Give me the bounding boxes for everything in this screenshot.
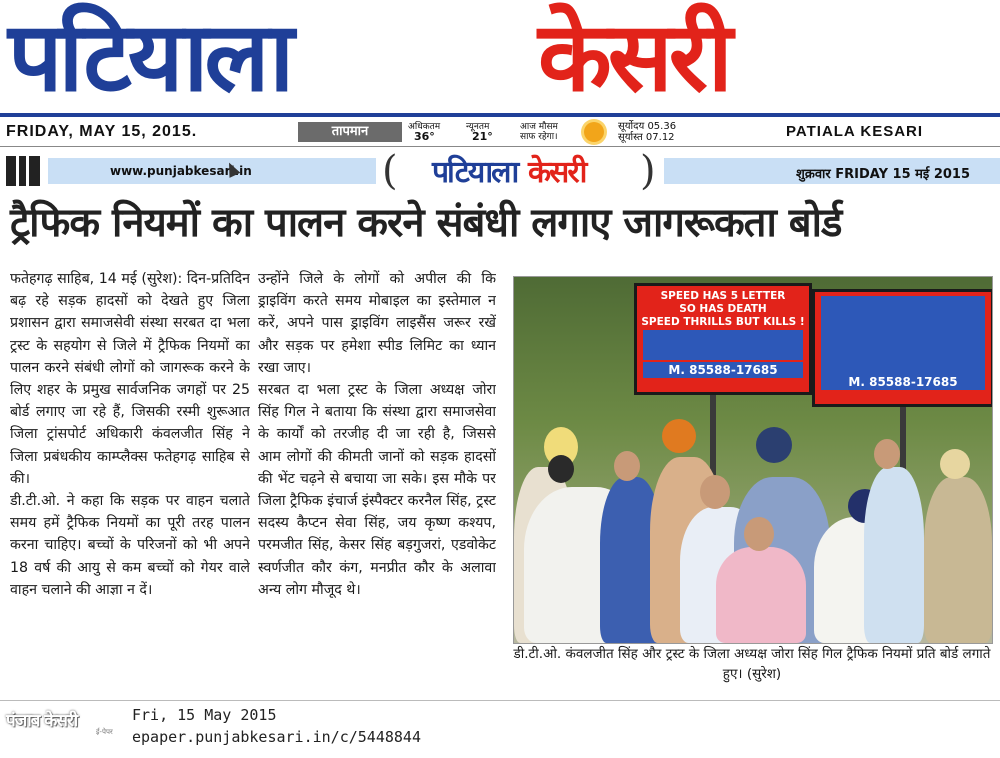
footer-date: Fri, 15 May 2015 [132,706,277,724]
board1-line1: SPEED HAS 5 LETTER [660,290,786,302]
footer-logo-sub: ई-पेपर [96,728,113,736]
board2-phone: M. 85588-17685 [821,374,985,390]
col1-para-1: फतेहगढ़ साहिब, 14 मई (सुरेश): दिन-प्रतिदिन बढ़ रहे सड़क हादसों को देखते हुए जिला प्रशासन द्वारा समाजसेवी संस्था सरबत दा भला ट्रस्ट के सहयोग से जिले में ट्रैफिक नियमों का पालन करने संबंधी लोगों को जागरूक करने के लिए शहर के प्रमुख सार्वजनिक जगहों पर 25 बोर्ड लगाए जा रहे हैं, जिसकी रस्मी शुरूआत जिला ट्रांसपोर्ट अधिकारी कंवलजीत सिंह ने जिला प्रबंधकीय काम्प्लैक्स फतेहगढ़ साहिब से की। [10,271,250,487]
sunrise: सूर्योदय 05.36 [618,121,677,132]
website-link[interactable]: www.punjabkesari.in [110,164,252,178]
article-column-2 [258,268,496,700]
weather-value: साफ रहेगा। [520,132,558,142]
head [700,475,730,509]
article-column-1 [10,268,250,700]
col2-para-1: उन्होंने जिले के लोगों को अपील की कि ड्राइविंग करते समय मोबाइल का इस्तेमाल न करें, अपने पास ड्राइविंग लाइसैंस जरूर रखें और सड़क पर हमेशा स्पीड लिमिट का ध्यान रखा जाए। [258,271,496,376]
article-headline: ट्रैफिक नियमों का पालन करने संबंधी लगाए जागरूकता बोर्ड [10,200,842,246]
person [716,547,806,643]
weather-forecast [520,122,558,142]
max-temp-label: अधिकतम [408,122,441,132]
footer-rule [0,700,1000,701]
min-temp-value: 21° [472,130,493,143]
board1-blue-panel [643,330,803,360]
min-temp-label: न्यूनतम [466,122,490,132]
max-temp [408,122,440,142]
board1-phone: M. 85588-17685 [643,362,803,378]
header-date: शुक्रवार FRIDAY 15 मई 2015 [796,167,971,182]
issue-date: FRIDAY, MAY 15, 2015. [6,123,198,140]
header-bars-icon [6,156,40,186]
masthead-rule [0,113,1000,117]
masthead-title-left: पटियाला [8,0,291,113]
head [614,451,640,481]
col2-para-2: सरबत दा भला ट्रस्ट के जिला अध्यक्ष जोरा सिंह गिल ने बताया कि संस्था द्वारा समाजसेवा के कार्यों को तरजीह दी जा रही है, जिससे आम लोगों की कीमती जानों को सड़क हादसों की भेंट चढ़ने से बचाया जा सके। इस मौके पर जिला ट्रैफिक इंचार्ज इंस्पैक्टर करनैल सिंह, ट्रस्ट सदस्य कैप्टन सेवा सिंह, जय कृष्ण कश्यप, परमजीत सिंह, केसर सिंह बड़गुजरां, एडवोकेट स्वर्णजीत कौर कंग, मनप्रीत कौर के अलावा अन्य लोग मौजूद थे। [258,382,496,598]
sunset: सूर्यास्त 07.12 [618,132,675,143]
temperature-label: तापमान [298,122,402,142]
masthead-title-right: केसरी [538,0,729,113]
beard [548,455,574,483]
head [874,439,900,469]
newspaper-name: PATIALA KESARI [786,123,924,140]
logo-left: पटियाला [432,155,518,190]
photo-caption: डी.टी.ओ. कंवलजीत सिंह और ट्रस्ट के जिला अध्यक्ष जोरा सिंह गिल ट्रैफिक नियमों प्रति बोर्ड लगाते हुए। (सुरेश) [513,646,991,682]
person [864,467,924,643]
road-safety-board-2 [812,289,993,407]
person [924,477,992,643]
article-photo [513,276,993,644]
footer-logo: पंजाब केसरी [6,711,78,731]
turban [940,449,970,479]
board1-line2: SO HAS DEATH [679,303,767,315]
logo-paren-right: ) [640,148,656,194]
board2-blue-panel [821,296,985,376]
min-temp [466,122,493,142]
head [744,517,774,551]
logo-paren-left: ( [382,148,398,194]
turban [756,427,792,463]
masthead [0,0,1000,118]
sun-times [618,121,676,143]
turban [662,419,696,453]
date-weather-strip [0,120,1000,147]
sun-icon [584,122,604,142]
weather-label: आज मौसम [520,122,558,132]
max-temp-value: 36° [414,130,435,143]
road-safety-board-1 [634,283,812,395]
logo-right: केसरी [528,155,586,190]
board1-line3: SPEED THRILLS BUT KILLS ! [641,316,805,328]
col1-para-2: डी.टी.ओ. ने कहा कि सड़क पर वाहन चलाते समय हमें ट्रैफिक नियमों का पूरी तरह पालन करना चाहिए। बच्चों के परिजनों को भी अपने 18 वर्ष की आयु से कम बच्चों को गेयर वाले वाहन चलाने की आज्ञा न दें। [10,493,250,598]
page-header [0,150,1000,194]
footer-url[interactable]: epaper.punjabkesari.in/c/5448844 [132,728,421,746]
